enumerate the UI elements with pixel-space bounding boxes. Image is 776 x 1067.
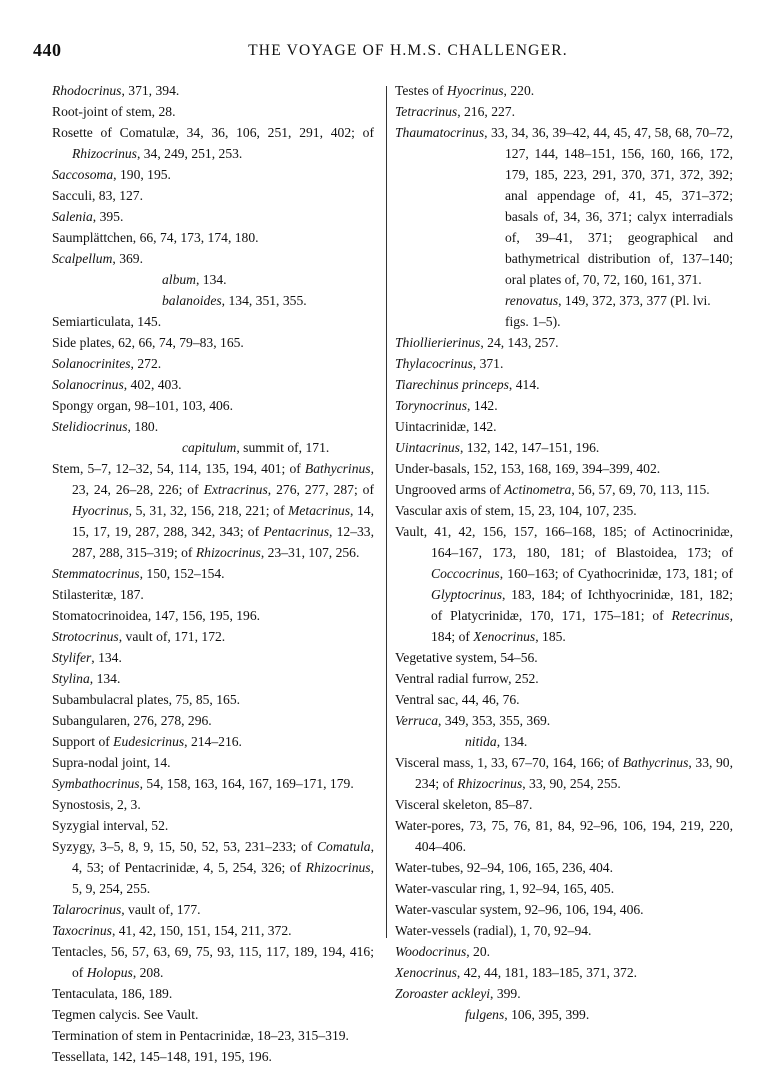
index-text: , 180.: [127, 419, 159, 434]
index-entry: [52, 1004, 374, 1025]
index-text: , 56, 57, 69, 70, 113, 115.: [571, 482, 710, 497]
index-entry: [52, 290, 374, 311]
index-text: , 185.: [535, 629, 566, 644]
index-text: , 132, 142, 147–151, 196.: [459, 440, 600, 455]
index-entry: [395, 1004, 733, 1025]
index-entry: [52, 80, 374, 101]
index-entry: [395, 290, 733, 332]
index-entry: [395, 521, 733, 647]
index-text: Uintacrinidæ, 142.: [395, 419, 497, 434]
index-entry: [395, 101, 733, 122]
index-text: , 23, 24, 26–28, 226; of: [72, 461, 374, 497]
index-term-italic: Solanocrinites: [52, 356, 131, 371]
index-entry: [395, 80, 733, 101]
index-text: , 134.: [91, 650, 122, 665]
index-term-italic: Rhizocrinus: [305, 860, 371, 875]
index-text: , 24, 143, 257.: [480, 335, 559, 350]
index-text: , 371.: [472, 356, 504, 371]
index-entry: [395, 647, 733, 668]
index-entry: [52, 584, 374, 605]
index-entry: [395, 122, 733, 290]
index-term-italic: Rhodocrinus: [52, 83, 122, 98]
index-entry: [395, 731, 733, 752]
index-text: Subambulacral plates, 75, 85, 165.: [52, 692, 241, 707]
index-term-italic: Rhizocrinus: [457, 776, 523, 791]
index-entry: [52, 353, 374, 374]
index-entry: [52, 458, 374, 563]
index-text: Testes of: [395, 83, 447, 98]
index-entry: [52, 122, 374, 164]
index-entry: [52, 605, 374, 626]
index-text: , 34, 249, 251, 253.: [136, 146, 243, 161]
index-text: , 14, 15, 17, 19, 287, 288, 342, 343; of: [72, 503, 374, 539]
index-entry: [395, 689, 733, 710]
index-text: , 33, 90, 234; of: [415, 755, 733, 791]
index-entry: [52, 920, 374, 941]
index-entry: [52, 836, 374, 899]
index-term-italic: Comatula: [316, 839, 371, 854]
index-entry: [52, 626, 374, 647]
index-entry: [395, 437, 733, 458]
index-text: , 134.: [195, 272, 227, 287]
index-text: , 33, 34, 36, 39–42, 44, 45, 47, 58, 68, 70–72, 127, 144, 148–151, 156, 160, 166, 172, 179, 185, 223, 291, 370, 371, 372, 392; anal appendage of, 41, 45, 371–372; basals of, 34, 36, 371; calyx interradials of, 39–41, 371; geographical and bathymetrical distribution of, 137–140; oral plates of, 70, 72, 160, 161, 371.: [484, 125, 733, 287]
index-text: , 41, 42, 150, 151, 154, 211, 372.: [111, 923, 292, 938]
index-term-italic: renovatus: [505, 293, 559, 308]
index-text: , 184; of: [431, 608, 733, 644]
index-text: Stem, 5–7, 12–32, 54, 114, 135, 194, 401; of: [52, 461, 305, 476]
index-entry: [52, 269, 374, 290]
index-entry: [395, 815, 733, 857]
index-text: Water-vessels (radial), 1, 70, 92–94.: [395, 923, 592, 938]
index-text: , vault of, 177.: [121, 902, 201, 917]
index-text: Syzygial interval, 52.: [52, 818, 169, 833]
index-term-italic: Scalpellum: [52, 251, 113, 266]
index-entry: [52, 899, 374, 920]
index-entry: [395, 857, 733, 878]
index-text: , 220.: [503, 83, 535, 98]
index-term-italic: Pentacrinus: [263, 524, 330, 539]
index-entry: [52, 185, 374, 206]
index-text: , 20.: [466, 944, 491, 959]
index-entry: [395, 878, 733, 899]
index-entry: [395, 374, 733, 395]
index-entry: [52, 983, 374, 1004]
index-text: , 106, 395, 399.: [504, 1007, 590, 1022]
index-text: , 134, 351, 355.: [221, 293, 307, 308]
index-entry: [52, 668, 374, 689]
index-entry: [52, 731, 374, 752]
index-text: Syzygy, 3–5, 8, 9, 15, 50, 52, 53, 231–233; of: [52, 839, 317, 854]
index-entry: [395, 332, 733, 353]
index-entry: [395, 941, 733, 962]
index-text: , 190, 195.: [113, 167, 171, 182]
index-term-italic: Salenia: [52, 209, 93, 224]
index-term-italic: Tiarechinus princeps: [395, 377, 509, 392]
index-text: , 12–33, 287, 288, 315–319; of: [72, 524, 374, 560]
index-term-italic: Bathycrinus: [622, 755, 689, 770]
index-term-italic: Metacrinus: [288, 503, 350, 518]
index-term-italic: Torynocrinus: [395, 398, 468, 413]
index-text: Ungrooved arms of: [395, 482, 505, 497]
index-entry: [52, 248, 374, 269]
index-term-italic: Rhizocrinus: [195, 545, 261, 560]
index-text: Side plates, 62, 66, 74, 79–83, 165.: [52, 335, 244, 350]
index-term-italic: Strotocrinus: [52, 629, 119, 644]
index-text: , 349, 353, 355, 369.: [438, 713, 551, 728]
index-term-italic: Xenocrinus: [473, 629, 536, 644]
index-entry: [52, 164, 374, 185]
index-entry: [52, 311, 374, 332]
index-entry: [52, 332, 374, 353]
index-text: , 4, 53; of Pentacrinidæ, 4, 5, 254, 326; of: [72, 839, 374, 875]
index-term-italic: Eudesicrinus: [113, 734, 185, 749]
index-entry: [52, 710, 374, 731]
index-text: Saumplättchen, 66, 74, 173, 174, 180.: [52, 230, 259, 245]
index-text: , 402, 403.: [123, 377, 182, 392]
index-entry: [395, 752, 733, 794]
index-entry: [395, 500, 733, 521]
index-term-italic: Hyocrinus: [72, 503, 129, 518]
index-text: , 208.: [132, 965, 164, 980]
index-text: , summit of, 171.: [236, 440, 330, 455]
index-text: Tegmen calycis. See Vault.: [52, 1007, 199, 1022]
index-text: , vault of, 171, 172.: [118, 629, 226, 644]
index-text: Visceral mass, 1, 33, 67–70, 164, 166; of: [395, 755, 623, 770]
index-text: Water-pores, 73, 75, 76, 81, 84, 92–96, 106, 194, 219, 220, 404–406.: [395, 818, 733, 854]
index-term-italic: Coccocrinus: [431, 566, 500, 581]
index-text: , 276, 277, 287; of: [267, 482, 375, 497]
index-term-italic: Stylina: [52, 671, 90, 686]
index-text: Under-basals, 152, 153, 168, 169, 394–399, 402.: [395, 461, 661, 476]
index-entry: [395, 920, 733, 941]
index-entry: [52, 815, 374, 836]
index-term-italic: Actinometra: [504, 482, 572, 497]
index-text: Stilasteritæ, 187.: [52, 587, 144, 602]
index-text: , 23–31, 107, 256.: [260, 545, 360, 560]
index-term-italic: Hyocrinus: [446, 83, 504, 98]
index-text: , 134.: [496, 734, 528, 749]
index-text: , 134.: [89, 671, 121, 686]
index-text: Tessellata, 142, 145–148, 191, 195, 196.: [52, 1049, 272, 1064]
index-entry: [395, 416, 733, 437]
index-entry: [52, 773, 374, 794]
index-text: Rosette of Comatulæ, 34, 36, 106, 251, 291, 402; of: [52, 125, 374, 140]
index-term-italic: Stylifer: [52, 650, 92, 665]
index-entry: [52, 647, 374, 668]
index-entry: [395, 395, 733, 416]
index-entry: [52, 941, 374, 983]
index-entry: [395, 479, 733, 500]
index-text: Tentacles, 56, 57, 63, 69, 75, 93, 115, 117, 189, 194, 416; of: [52, 944, 374, 980]
index-entry: [395, 983, 733, 1004]
index-term-italic: Symbathocrinus: [52, 776, 140, 791]
index-text: , 371, 394.: [121, 83, 180, 98]
index-text: Water-vascular ring, 1, 92–94, 165, 405.: [395, 881, 615, 896]
index-entry: [52, 227, 374, 248]
index-entry: [52, 416, 374, 437]
index-term-italic: Extracrinus: [203, 482, 268, 497]
index-term-italic: Bathycrinus: [304, 461, 371, 476]
index-entry: [52, 752, 374, 773]
index-text: Stomatocrinoidea, 147, 156, 195, 196.: [52, 608, 261, 623]
index-term-italic: fulgens: [465, 1007, 505, 1022]
index-term-italic: Thaumatocrinus: [395, 125, 485, 140]
index-term-italic: Uintacrinus: [395, 440, 460, 455]
index-entry: [52, 563, 374, 584]
index-text: , 5, 31, 32, 156, 218, 221; of: [128, 503, 289, 518]
index-text: , 149, 372, 373, 377 (Pl. lvi. figs. 1–5).: [505, 293, 711, 329]
index-text: Synostosis, 2, 3.: [52, 797, 141, 812]
index-text: Termination of stem in Pentacrinidæ, 18–23, 315–319.: [52, 1028, 349, 1043]
index-text: Tentaculata, 186, 189.: [52, 986, 173, 1001]
index-text: , 183, 184; of Ichthyocrinidæ, 181, 182; of Platycrinidæ, 170, 171, 175–181; of: [431, 587, 733, 623]
index-term-italic: album: [162, 272, 196, 287]
index-entry: [395, 710, 733, 731]
index-text: , 33, 90, 254, 255.: [522, 776, 621, 791]
index-term-italic: Verruca: [395, 713, 439, 728]
index-text: Subangularen, 276, 278, 296.: [52, 713, 212, 728]
index-term-italic: Saccosoma: [52, 167, 114, 182]
index-text: Vegetative system, 54–56.: [395, 650, 538, 665]
column-divider: [386, 86, 387, 938]
index-entry: [52, 794, 374, 815]
index-text: , 399.: [490, 986, 521, 1001]
index-entry: [395, 668, 733, 689]
index-text: , 160–163; of Cyathocrinidæ, 173, 181; of: [499, 566, 733, 581]
index-text: , 42, 44, 181, 183–185, 371, 372.: [456, 965, 638, 980]
index-term-italic: Stemmatocrinus: [52, 566, 140, 581]
index-text: , 5, 9, 254, 255.: [72, 860, 374, 896]
index-text: Supra-nodal joint, 14.: [52, 755, 171, 770]
index-entry: [395, 794, 733, 815]
index-text: Visceral skeleton, 85–87.: [395, 797, 533, 812]
index-entry: [52, 206, 374, 227]
index-text: Vault, 41, 42, 156, 157, 166–168, 185; of Actinocrinidæ, 164–167, 173, 180, 181; of Blastoidea, 173; of: [395, 524, 733, 560]
index-text: , 214–216.: [184, 734, 242, 749]
index-text: , 54, 158, 163, 164, 167, 169–171, 179.: [139, 776, 354, 791]
index-term-italic: capitulum: [182, 440, 237, 455]
index-term-italic: Glyptocrinus: [431, 587, 502, 602]
index-entry: [52, 395, 374, 416]
index-text: Root-joint of stem, 28.: [52, 104, 176, 119]
index-entry: [52, 374, 374, 395]
index-term-italic: Thiollierierinus: [395, 335, 481, 350]
index-entry: [52, 689, 374, 710]
index-entry: [52, 1025, 374, 1046]
index-text: Sacculi, 83, 127.: [52, 188, 143, 203]
index-text: , 414.: [508, 377, 540, 392]
index-term-italic: Tetracrinus: [395, 104, 458, 119]
index-entry: [395, 962, 733, 983]
index-text: , 369.: [112, 251, 143, 266]
index-term-italic: Solanocrinus: [52, 377, 124, 392]
index-entry: [395, 353, 733, 374]
index-column-right: [395, 80, 733, 1025]
index-text: , 142.: [467, 398, 498, 413]
index-text: Spongy organ, 98–101, 103, 406.: [52, 398, 233, 413]
index-text: Ventral radial furrow, 252.: [395, 671, 539, 686]
index-term-italic: Thylacocrinus: [395, 356, 473, 371]
index-term-italic: Rhizocrinus: [72, 146, 137, 161]
index-text: , 272.: [130, 356, 162, 371]
index-term-italic: Zoroaster ackleyi: [395, 986, 491, 1001]
running-head: THE VOYAGE OF H.M.S. CHALLENGER.: [248, 42, 568, 59]
index-term-italic: Talarocrinus: [52, 902, 122, 917]
index-term-italic: nitida: [465, 734, 497, 749]
index-text: , 395.: [92, 209, 124, 224]
index-text: Water-tubes, 92–94, 106, 165, 236, 404.: [395, 860, 613, 875]
index-entry: [395, 899, 733, 920]
index-term-italic: Taxocrinus: [52, 923, 112, 938]
index-text: , 216, 227.: [457, 104, 515, 119]
index-term-italic: Retecrinus: [671, 608, 730, 623]
index-column-left: [52, 80, 374, 1067]
index-text: Water-vascular system, 92–96, 106, 194, 406.: [395, 902, 644, 917]
index-entry: [52, 101, 374, 122]
index-term-italic: balanoides: [162, 293, 222, 308]
index-term-italic: Stelidiocrinus: [52, 419, 128, 434]
index-text: , 150, 152–154.: [139, 566, 225, 581]
index-text: Support of: [52, 734, 114, 749]
index-text: Semiarticulata, 145.: [52, 314, 162, 329]
index-text: Ventral sac, 44, 46, 76.: [395, 692, 520, 707]
index-entry: [52, 1046, 374, 1067]
index-entry: [52, 437, 374, 458]
index-term-italic: Holopus: [86, 965, 133, 980]
index-term-italic: Xenocrinus: [395, 965, 457, 980]
index-entry: [395, 458, 733, 479]
index-term-italic: Woodocrinus: [395, 944, 467, 959]
page-number: 440: [33, 40, 62, 60]
index-text: Vascular axis of stem, 15, 23, 104, 107, 235.: [395, 503, 637, 518]
